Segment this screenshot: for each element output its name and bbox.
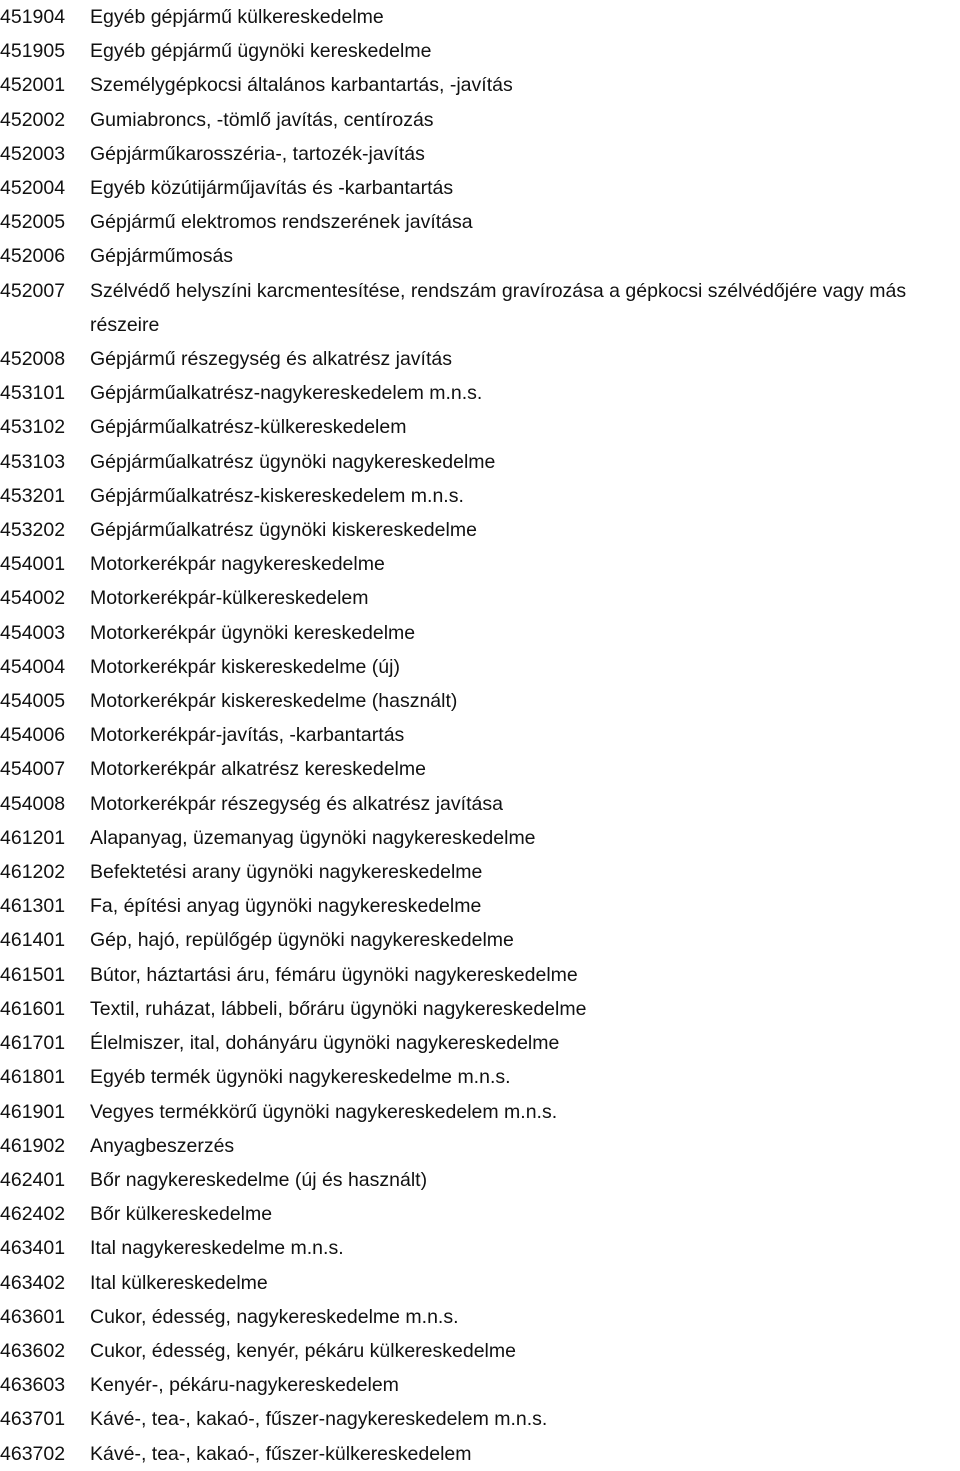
activity-code: 454007 <box>0 758 66 781</box>
list-item <box>0 1197 960 1231</box>
activity-code: 453102 <box>0 416 66 439</box>
list-item <box>0 1402 960 1436</box>
activity-code: 461501 <box>0 963 66 986</box>
list-item <box>0 1129 960 1163</box>
activity-code: 453201 <box>0 484 66 507</box>
activity-description: Bőr nagykereskedelme (új és használt) <box>90 1168 428 1191</box>
activity-code: 453101 <box>0 382 66 405</box>
activity-description: Gép, hajó, repülőgép ügynöki nagykereskedelme <box>90 929 514 952</box>
activity-code: 462402 <box>0 1203 66 1226</box>
activity-description: Kávé-, tea-, kakaó-, fűszer-külkereskedelem <box>90 1442 472 1465</box>
list-item <box>0 376 960 410</box>
activity-code: 463401 <box>0 1237 66 1260</box>
activity-code: 452001 <box>0 74 66 97</box>
list-item <box>0 513 960 547</box>
activity-code: 461901 <box>0 1100 66 1123</box>
activity-code: 461301 <box>0 895 66 918</box>
list-item <box>0 923 960 957</box>
list-item <box>0 0 960 34</box>
activity-code: 454002 <box>0 587 66 610</box>
list-item <box>0 205 960 239</box>
activity-code: 463603 <box>0 1374 66 1397</box>
activity-code: 462401 <box>0 1168 66 1191</box>
list-item <box>0 616 960 650</box>
list-item <box>0 958 960 992</box>
activity-code: 451904 <box>0 6 66 28</box>
activity-code: 463601 <box>0 1305 66 1328</box>
activity-description: Fa, építési anyag ügynöki nagykereskedelme <box>90 895 482 918</box>
list-item <box>0 718 960 752</box>
activity-description: Motorkerékpár kiskereskedelme (használt) <box>90 690 458 713</box>
activity-description: Motorkerékpár kiskereskedelme (új) <box>90 655 400 678</box>
list-item <box>0 1231 960 1265</box>
activity-description: Alapanyag, üzemanyag ügynöki nagykereskedelme <box>90 826 536 849</box>
activity-description: Gépjárműalkatrész-nagykereskedelem m.n.s. <box>90 382 483 405</box>
list-item <box>0 1334 960 1368</box>
activity-code: 452007 <box>0 279 66 302</box>
activity-description: Bőr külkereskedelme <box>90 1203 273 1226</box>
activity-description: Egyéb termék ügynöki nagykereskedelme m.n.s. <box>90 1066 511 1089</box>
activity-description: Kávé-, tea-, kakaó-, fűszer-nagykereskedelem m.n.s. <box>90 1408 548 1431</box>
list-item <box>0 752 960 786</box>
activity-code: 452003 <box>0 142 66 165</box>
list-item <box>0 68 960 102</box>
activity-description: Textil, ruházat, lábbeli, bőráru ügynöki nagykereskedelme <box>90 997 587 1020</box>
list-item <box>0 1060 960 1094</box>
list-item <box>0 103 960 137</box>
activity-code: 454001 <box>0 553 66 576</box>
list-item <box>0 1300 960 1334</box>
list-item <box>0 684 960 718</box>
list-item <box>0 274 960 342</box>
activity-description: Személygépkocsi általános karbantartás, -javítás <box>90 74 513 97</box>
activity-description: Szélvédő helyszíni karcmentesítése, rendszám gravírozása a gépkocsi szélvédőjére vagy más részeire <box>90 279 907 336</box>
activity-description: Egyéb közútijárműjavítás és -karbantartás <box>90 177 454 200</box>
list-item <box>0 137 960 171</box>
list-item <box>0 1026 960 1060</box>
list-item <box>0 787 960 821</box>
list-item <box>0 821 960 855</box>
list-item <box>0 1266 960 1300</box>
list-item <box>0 479 960 513</box>
activity-description: Élelmiszer, ital, dohányáru ügynöki nagykereskedelme <box>90 1032 560 1055</box>
activity-code: 463701 <box>0 1408 66 1431</box>
list-item <box>0 34 960 68</box>
activity-description: Ital nagykereskedelme m.n.s. <box>90 1237 344 1260</box>
activity-description: Motorkerékpár-külkereskedelem <box>90 587 369 610</box>
activity-code: 461201 <box>0 826 66 849</box>
activity-code: 454008 <box>0 792 66 815</box>
activity-code: 453202 <box>0 519 66 542</box>
activity-description: Motorkerékpár ügynöki kereskedelme <box>90 621 416 644</box>
activity-code: 454006 <box>0 724 66 747</box>
list-item <box>0 239 960 273</box>
list-item <box>0 342 960 376</box>
activity-description: Egyéb gépjármű ügynöki kereskedelme <box>90 40 432 63</box>
activity-description: Gépjármű elektromos rendszerének javítása <box>90 211 473 234</box>
list-item <box>0 1095 960 1129</box>
activity-description: Ital külkereskedelme <box>90 1271 268 1294</box>
list-item <box>0 1368 960 1402</box>
activity-code: 454003 <box>0 621 66 644</box>
activity-description: Gépjárműkarosszéria-, tartozék-javítás <box>90 142 425 165</box>
list-item <box>0 855 960 889</box>
list-item <box>0 410 960 444</box>
activity-description: Kenyér-, pékáru-nagykereskedelem <box>90 1374 399 1397</box>
activity-description: Gépjárműalkatrész-külkereskedelem <box>90 416 407 439</box>
list-item <box>0 547 960 581</box>
activity-code: 461902 <box>0 1134 66 1157</box>
activity-code: 463602 <box>0 1339 66 1362</box>
activity-code: 461701 <box>0 1032 66 1055</box>
activity-description: Gépjármű részegység és alkatrész javítás <box>90 348 452 371</box>
activity-code: 461801 <box>0 1066 66 1089</box>
activity-code: 454005 <box>0 690 66 713</box>
activity-description: Cukor, édesség, kenyér, pékáru külkereskedelme <box>90 1339 516 1362</box>
activity-description: Motorkerékpár részegység és alkatrész javítása <box>90 792 503 815</box>
list-item <box>0 992 960 1026</box>
list-item <box>0 1437 960 1471</box>
activity-code: 453103 <box>0 450 66 473</box>
activity-description: Gépjárműmosás <box>90 245 234 268</box>
activity-description: Gépjárműalkatrész ügynöki nagykereskedelme <box>90 450 496 473</box>
activity-description: Gumiabroncs, -tömlő javítás, centírozás <box>90 108 434 131</box>
activity-description: Egyéb gépjármű külkereskedelme <box>90 6 384 28</box>
list-item <box>0 650 960 684</box>
list-item <box>0 1163 960 1197</box>
activity-description: Motorkerékpár-javítás, -karbantartás <box>90 724 405 747</box>
activity-code: 452002 <box>0 108 66 131</box>
activity-code: 452008 <box>0 348 66 371</box>
activity-code: 452005 <box>0 211 66 234</box>
list-item <box>0 581 960 615</box>
activity-code: 451905 <box>0 40 66 63</box>
list-item <box>0 445 960 479</box>
list-item <box>0 889 960 923</box>
activity-code: 461401 <box>0 929 66 952</box>
activity-description: Vegyes termékkörű ügynöki nagykereskedelem m.n.s. <box>90 1100 558 1123</box>
activity-description: Gépjárműalkatrész ügynöki kiskereskedelme <box>90 519 477 542</box>
activity-code: 463402 <box>0 1271 66 1294</box>
list-item <box>0 171 960 205</box>
activity-description: Gépjárműalkatrész-kiskereskedelem m.n.s. <box>90 484 464 507</box>
activity-description: Cukor, édesség, nagykereskedelme m.n.s. <box>90 1305 459 1328</box>
activity-description: Motorkerékpár alkatrész kereskedelme <box>90 758 426 781</box>
activity-description: Anyagbeszerzés <box>90 1134 235 1157</box>
activity-code: 452004 <box>0 177 66 200</box>
activity-code: 452006 <box>0 245 66 268</box>
activity-code: 463702 <box>0 1442 66 1465</box>
activity-description: Bútor, háztartási áru, fémáru ügynöki nagykereskedelme <box>90 963 578 986</box>
activity-code: 454004 <box>0 655 66 678</box>
activity-description: Motorkerékpár nagykereskedelme <box>90 553 385 576</box>
activity-description: Befektetési arany ügynöki nagykereskedelme <box>90 861 483 884</box>
activity-code: 461202 <box>0 861 66 884</box>
activity-code: 461601 <box>0 997 66 1020</box>
